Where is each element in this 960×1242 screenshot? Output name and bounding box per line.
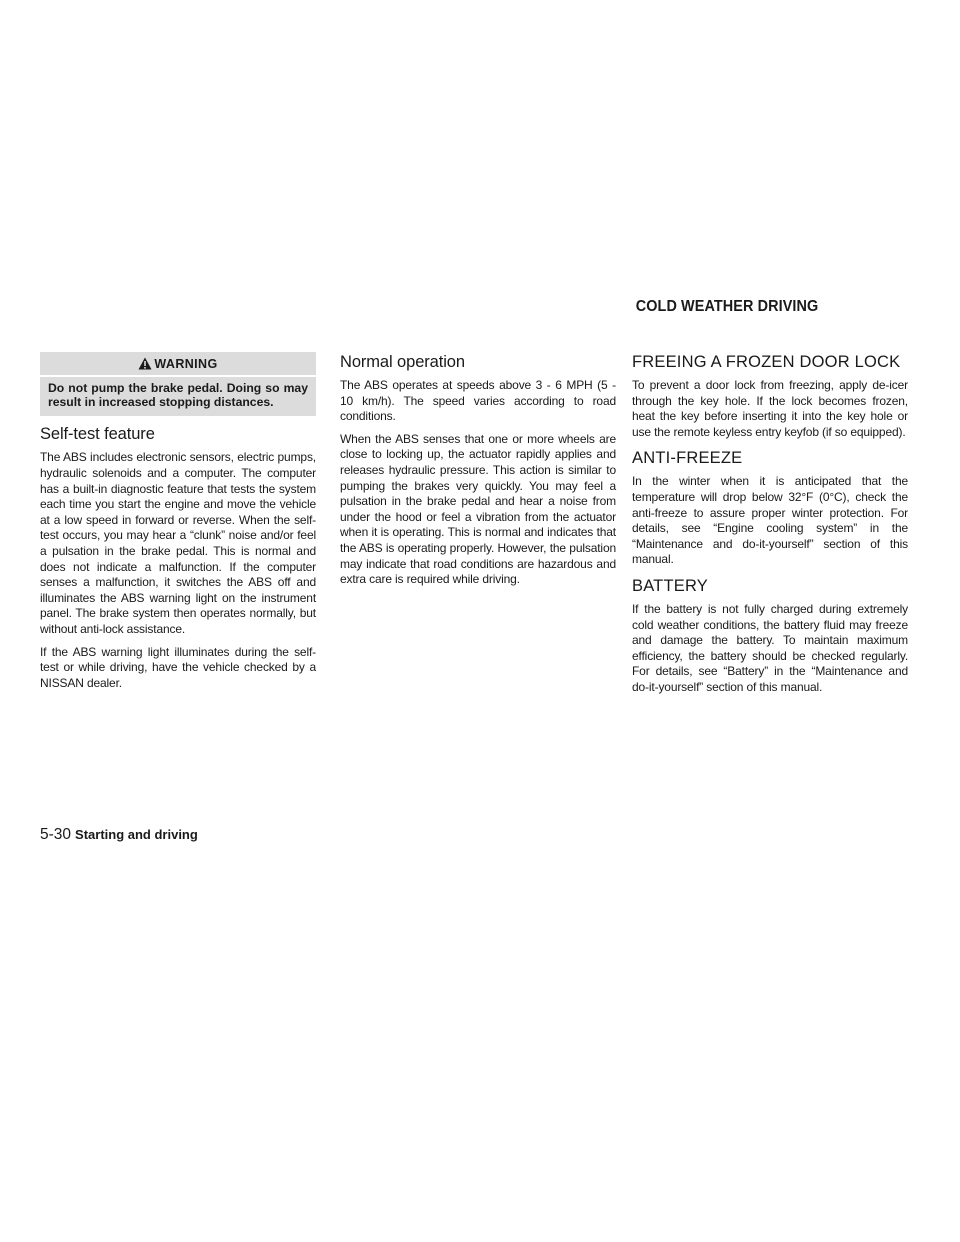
page-footer [40,826,198,844]
heading-anti-freeze: ANTI-FREEZE [632,449,743,468]
warning-text: Do not pump the brake pedal. Doing so may result in increased stopping distances. [48,381,308,410]
frozen-lock-paragraph: To prevent a door lock from freezing, apply de-icer through the key hole. If the lock becomes frozen, heat the key before inserting it into the key hole or use the remote keyless entry keyfob (if so equipped). [632,378,908,439]
heading-self-test: Self-test feature [40,425,155,444]
warning-header [40,352,316,375]
page-number: 5-30 [40,826,72,843]
column-right [632,352,908,696]
self-test-paragraph-2: If the ABS warning light illuminates during the self-test or while driving, have the vehicle checked by a NISSAN dealer. [40,644,316,690]
heading-normal-operation: Normal operation [340,353,465,371]
normal-operation-paragraph-1: The ABS operates at speeds above 3 - 6 MPH (5 - 10 km/h). The speed varies according to road conditions. [340,378,616,424]
warning-triangle-icon [138,357,152,370]
self-test-paragraph-1: The ABS includes electronic sensors, electric pumps, hydraulic solenoids and a computer. The computer has a built-in diagnostic feature that tests the system each time you start the engine and move the vehicle at a low speed in forward or reverse. When the self-test occurs, you may hear a “clunk” noise and/or feel a pulsation in the brake pedal. This is normal and does not indicate a malfunction. If the computer senses a malfunction, it switches the ABS off and illuminates the ABS warning light on the instrument panel. The brake system then operates normally, but without anti-lock assistance. [40,450,316,636]
normal-operation-paragraph-2: When the ABS senses that one or more wheels are close to locking up, the actuator rapidly applies and releases hydraulic pressure. This action is similar to pumping the brakes very quickly. You may feel a pulsation in the brake pedal and hear a noise from under the hood or feel a vibration from the actuator when it is operating. This is normal and indicates that the ABS is operating properly. However, the pulsation may indicate that road conditions are hazardous and extra care is required while driving. [340,431,616,587]
battery-paragraph: If the battery is not fully charged during extremely cold weather conditions, the battery fluid may freeze and damage the battery. To maintain maximum efficiency, the battery should be checked regularly. For details, see “Battery” in the “Maintenance and do-it-yourself” section of this manual. [632,601,908,694]
heading-battery: BATTERY [632,576,708,595]
heading-frozen-door-lock: FREEING A FROZEN DOOR LOCK [632,353,901,371]
section-title: COLD WEATHER DRIVING [635,298,818,315]
column-left [40,352,316,691]
column-middle [340,352,616,588]
warning-title: WARNING [154,356,218,371]
anti-freeze-paragraph: In the winter when it is anticipated that the temperature will drop below 32°F (0°C), check the anti-freeze to assure proper winter protection. For details, see “Engine cooling system” in the “Maintenance and do-it-yourself” section of this manual. [632,474,908,567]
warning-box [40,352,316,416]
chapter-title: Starting and driving [75,827,198,842]
